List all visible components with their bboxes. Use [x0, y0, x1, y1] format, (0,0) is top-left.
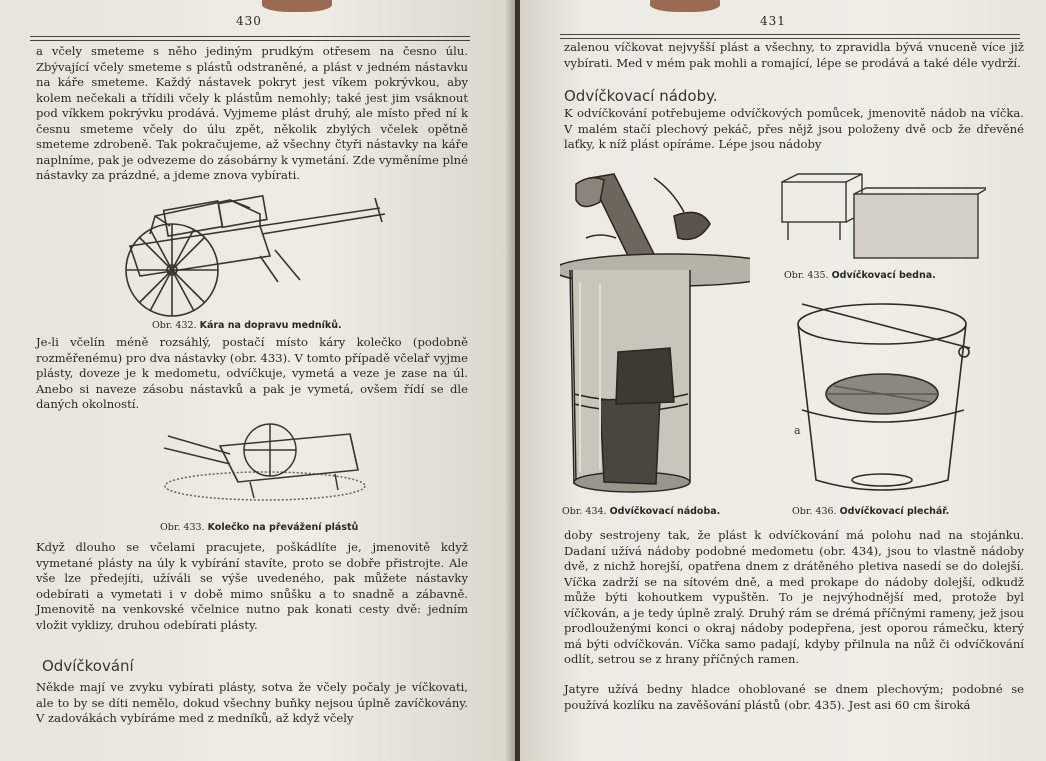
paragraph-lower-right: doby sestrojeny tak, že plást k odvíčkování má polohu nad na stojánku. Dadaní užívá nádoby podobné medometu (obr. 434), jsou to vlastně nádoby dvě, z nichž horejší, opatřena dnem z drátěného pletiva nasedí se do dolejší. Víčka zadrží se na sítovém dně, a med prokape do nádoby dolejší, odkudž může býti kohoutkem vypuštěn. To je nejvýhodnější med, protože byl víčkován, a je tedy úplně zralý. Druhý rám se drémá příčnými rameny, jež jsou prodlouženými konci o okraj nádoby podepřena, jest oporou rámečku, který má býti odvíčkován. Víčka samo padají, kdyby přilnula na nůž či odvíčkování odlít, setrou se z hrany příčných ramen. — [564, 528, 1024, 666]
paragraph-lower: Když dlouho se včelami pracujete, poškádlíte je, jmenovitě když vymetané plásty na úly k vybírání stavíte, proto se dobře přistrojte. Ale vše lze předejíti, užíváli se výše uvedeného, pak můžete nástavky odebírati a vymetati i v době mimo snůšku a to snadně a zábavně. Jmenovitě na venkovské včelnice nutno pak konati cesty dvě: jedním vložit vyklizy, druhou odebírati plásty. — [36, 540, 468, 632]
section-heading-left: Odvíčkování — [42, 657, 134, 675]
figure-wheelbarrow — [160, 420, 370, 510]
paragraph-intro: a včely smeteme s něho jediným prudkým otřesem na česno úlu. Zbývající včely smeteme s plástů odstraněné, a plást v jedném nástavku na káře smeteme. Každý nástavek pokryt jest víkem pokrývkou, aby kolem nečekali a třídili včely k plástům nemohly; také jest jim vsáknout pod víkkem pokrývku prodává. Vyjmeme plást druhý, ale místo před ní k česnu smeteme včely do úlu zpět, několik zbylých včelek opětně smeteme zdrobeně. Tak pokračujeme, až všechny čtyři nástavky na káře naplníme, pak je odvezeme do zásobárny k vymetání. Zde vyměníme plné nástavky za prázdné, a jdeme znova vybírati. — [36, 44, 468, 182]
figure-432-number: Obr. 432. — [152, 320, 197, 331]
paragraph-intro-right: K odvíčkování potřebujeme odvíčkových pomůcek, jmenovitě nádob na víčka. V malém stačí plechový pekáč, přes nějž jsou položeny dvě ocb že dřevěné laťky, k níž plást opíráme. Lépe jsou nádoby — [564, 106, 1024, 151]
page-number-left: 430 — [236, 14, 262, 28]
paragraph-bottom-right: Jatyre užívá bedny hladce ohoblované se dnem plechovým; podobné se používá kozlíku na zavěšování plástů (obr. 435). Jest asi 60 cm široká — [564, 682, 1024, 712]
thumb — [650, 0, 720, 12]
figure-uncapping-box — [776, 170, 986, 270]
right-page — [520, 0, 1046, 761]
figure-433-title: Kolečko na převážení plástů — [207, 522, 359, 533]
figure-436-number: Obr. 436. — [792, 506, 837, 517]
header-rule — [560, 38, 1020, 39]
svg-text:a: a — [794, 424, 801, 437]
figure-uncapping-vessel — [560, 172, 750, 504]
figure-434-number: Obr. 434. — [562, 506, 607, 517]
header-rule — [560, 34, 1020, 35]
header-rule — [30, 40, 470, 41]
figure-432-title: Kára na dopravu medníků. — [199, 320, 342, 331]
figure-435-number: Obr. 435. — [784, 270, 829, 281]
figure-432-caption — [152, 320, 342, 331]
figure-433-number: Obr. 433. — [160, 522, 205, 533]
figure-cart — [110, 186, 410, 326]
section-heading-right: Odvíčkovací nádoby. — [564, 87, 718, 105]
figure-434-title: Odvíčkovací nádoba. — [609, 506, 721, 517]
left-page — [0, 0, 515, 761]
figure-uncapping-pail — [784, 294, 1004, 504]
page-number-right: 431 — [760, 14, 786, 28]
header-rule — [30, 36, 470, 37]
paragraph-middle: Je-li včelín méně rozsáhlý, postačí místo káry kolečko (podobně rozměřenému) pro dva nástavky (obr. 433). V tomto případě včelař vyjme plásty, doveze je k medometu, odvíčkuje, vymetá a veze je zase na úl. Anebo si naveze zásobu nástavků a pak je vymetá, ovšem řídí se dle daných okolností. — [36, 335, 468, 411]
figure-436-caption — [792, 506, 949, 517]
figure-436-title: Odvíčkovací plechář. — [839, 506, 950, 517]
figure-434-caption — [562, 506, 720, 517]
figure-435-title: Odvíčkovací bedna. — [831, 270, 936, 281]
paragraph-top: zalenou víčkovat nejvyšší plást a všechny, to zpravidla bývá vnuceně více již vybírati. Med v mém pak mohli a romající, lépe se prodává a také déle vydrží. — [564, 40, 1024, 70]
figure-433-caption — [160, 522, 358, 533]
figure-435-caption — [784, 270, 936, 281]
paragraph-bottom: Někde mají ve zvyku vybírati plásty, sotva že včely počaly je víčkovati, ale to by se díti nemělo, dokud všechny buňky nejsou úplně zavíčkovány. V zadovákách vybíráme med z medníků, až když včely — [36, 680, 468, 725]
thumb — [262, 0, 332, 12]
